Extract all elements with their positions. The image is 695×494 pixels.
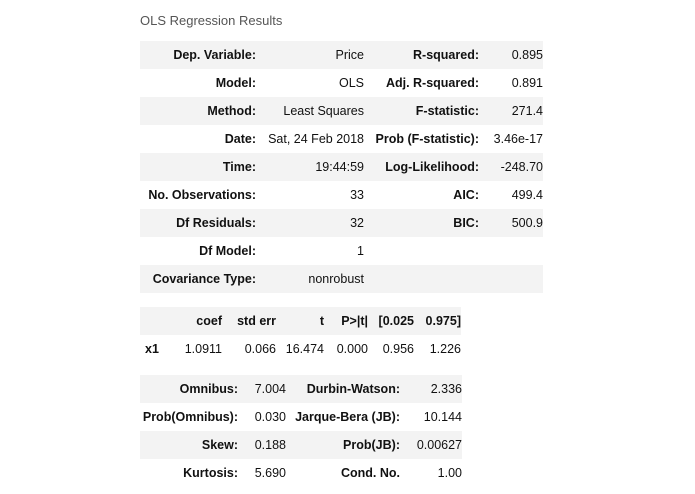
summary-label	[364, 237, 479, 265]
diagnostic-value: 7.004	[238, 375, 286, 403]
p-value: 0.000	[336, 342, 368, 356]
diagnostic-label: Prob(JB):	[286, 431, 400, 459]
diagnostic-label: Cond. No.	[340, 466, 400, 480]
diagnostic-label: Kurtosis:	[183, 466, 238, 480]
diagnostic-label: Omnibus:	[140, 375, 238, 403]
table-row	[140, 375, 462, 403]
table-row	[140, 209, 543, 237]
table-row	[140, 181, 543, 209]
diagnostic-label: Durbin-Watson:	[286, 375, 400, 403]
t-value: 16.474	[285, 342, 324, 356]
table-header-row	[140, 307, 461, 335]
table-row	[140, 335, 461, 363]
summary-label: Df Model:	[199, 244, 256, 258]
column-header: [0.025	[368, 307, 414, 335]
summary-value: 32	[256, 209, 364, 237]
std-err-value: 0.066	[244, 342, 276, 356]
summary-value: 0.895	[479, 41, 543, 69]
coefficient-table	[140, 307, 461, 363]
diagnostics-table	[140, 375, 462, 487]
summary-value: Sat, 24 Feb 2018	[268, 132, 364, 146]
summary-value: Least Squares	[256, 97, 364, 125]
ci-lower-value: 0.956	[382, 342, 414, 356]
summary-label: BIC:	[364, 209, 479, 237]
summary-label: AIC:	[453, 188, 479, 202]
summary-value: 1	[357, 244, 364, 258]
summary-value: 33	[350, 188, 364, 202]
diagnostic-value: 1.00	[437, 466, 462, 480]
diagnostic-value: 5.690	[254, 466, 286, 480]
summary-label: Prob (F-statistic):	[375, 132, 479, 146]
summary-table	[140, 41, 543, 293]
summary-value	[479, 237, 543, 265]
summary-value: nonrobust	[256, 265, 364, 293]
column-header: t	[276, 307, 324, 335]
summary-label: Log-Likelihood:	[364, 153, 479, 181]
summary-value: 271.4	[479, 97, 543, 125]
variable-name: x1	[145, 342, 159, 356]
table-row	[140, 125, 543, 153]
summary-value: Price	[256, 41, 364, 69]
diagnostic-value: 0.030	[254, 410, 286, 424]
summary-label	[364, 265, 479, 293]
summary-label: Dep. Variable:	[140, 41, 256, 69]
summary-value: 19:44:59	[256, 153, 364, 181]
summary-label: Method:	[140, 97, 256, 125]
column-header	[140, 307, 170, 335]
summary-value: 499.4	[511, 188, 543, 202]
diagnostic-label: Skew:	[140, 431, 238, 459]
summary-label: Time:	[140, 153, 256, 181]
summary-label: Df Residuals:	[140, 209, 256, 237]
diagnostic-label: Prob(Omnibus):	[142, 410, 238, 424]
table-row	[140, 97, 543, 125]
column-header: P>|t|	[324, 307, 368, 335]
diagnostic-value: 0.00627	[400, 431, 462, 459]
diagnostic-value: 10.144	[423, 410, 462, 424]
summary-label: F-statistic:	[364, 97, 479, 125]
summary-label: Date:	[224, 132, 256, 146]
ci-upper-value: 1.226	[429, 342, 461, 356]
summary-label: Model:	[215, 76, 256, 90]
table-row	[140, 459, 462, 487]
summary-value: OLS	[338, 76, 364, 90]
summary-label: No. Observations:	[148, 188, 256, 202]
diagnostic-value: 0.188	[238, 431, 286, 459]
table-row	[140, 41, 543, 69]
diagnostic-value: 2.336	[400, 375, 462, 403]
table-row	[140, 153, 543, 181]
table-row	[140, 237, 543, 265]
summary-value: -248.70	[479, 153, 543, 181]
summary-label: Adj. R-squared:	[385, 76, 479, 90]
table-caption: OLS Regression Results	[140, 13, 283, 28]
column-header: coef	[170, 307, 222, 335]
table-row	[140, 265, 543, 293]
column-header: std err	[222, 307, 276, 335]
summary-value	[479, 265, 543, 293]
table-row	[140, 69, 543, 97]
table-row	[140, 403, 462, 431]
table-row	[140, 431, 462, 459]
summary-value: 0.891	[511, 76, 543, 90]
summary-value: 3.46e-17	[493, 132, 543, 146]
column-header: 0.975]	[414, 307, 461, 335]
summary-label: R-squared:	[364, 41, 479, 69]
coef-value: 1.0911	[184, 342, 222, 356]
summary-label: Covariance Type:	[140, 265, 256, 293]
summary-value: 500.9	[479, 209, 543, 237]
diagnostic-label: Jarque-Bera (JB):	[295, 410, 400, 424]
